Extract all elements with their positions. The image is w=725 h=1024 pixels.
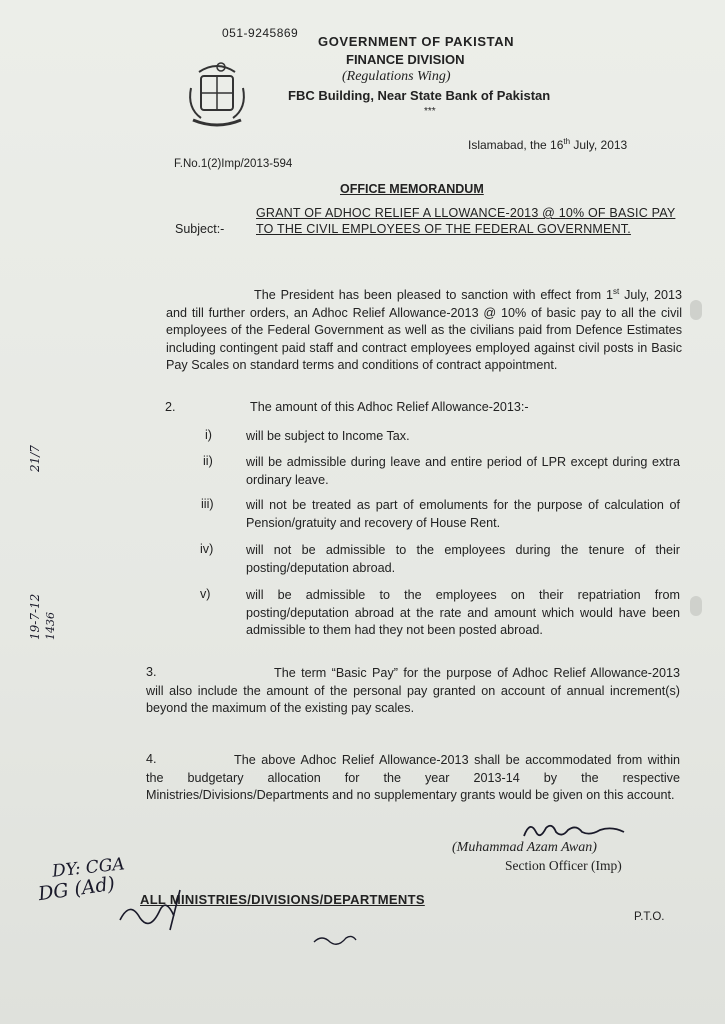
handwritten-note: DY: CGA bbox=[51, 854, 126, 882]
subject-label: Subject:- bbox=[175, 222, 225, 236]
signatory-name: (Muhammad Azam Awan) bbox=[452, 840, 597, 855]
page-turn-note: P.T.O. bbox=[634, 911, 665, 923]
addressee: ALL MINISTRIES/DIVISIONS/DEPARTMENTS bbox=[140, 892, 425, 907]
paragraph-4-number: 4. bbox=[146, 752, 157, 766]
paragraph-4: The above Adhoc Relief Allowance-2013 shall be accommodated from within the budgetary allocation for the year 2013-14 by the respective Ministries/Divisions/Departments and no supplementary grants would be given on this account. bbox=[146, 753, 680, 802]
paragraph-1: The President has been pleased to sanction with effect from 1st July, 2013 and till further orders, an Adhoc Relief Allowance-2013 @ 10% of basic pay to all the civil employees of the Federal Government as well as the civilians paid from Defence Estimates including contingent paid staff and contract employees employed against civil posts in Basic Pay Scales on standard terms and conditions of contract appointment. bbox=[166, 287, 682, 373]
item-number: ii) bbox=[203, 454, 213, 468]
item-number: v) bbox=[200, 587, 211, 601]
division-heading: FINANCE DIVISION bbox=[346, 52, 465, 67]
wing-heading: (Regulations Wing) bbox=[342, 69, 451, 84]
punch-hole bbox=[690, 596, 702, 616]
pen-scribble bbox=[310, 930, 360, 950]
address-line: FBC Building, Near State Bank of Pakistan bbox=[288, 88, 551, 103]
pen-scribble bbox=[100, 880, 220, 940]
list-item: will be admissible to the employees on their repatriation from posting/deputation abroad at the rate and amount which would have been admissible to them had they not been posted abroad. bbox=[246, 588, 680, 637]
list-item: will not be admissible to the employees during the tenure of their posting/deputation abroad. bbox=[246, 543, 680, 575]
separator-stars: *** bbox=[424, 106, 436, 117]
handwritten-note: DG (Ad) bbox=[36, 872, 117, 906]
date-line: Islamabad, the 16th July, 2013 bbox=[468, 137, 628, 152]
state-emblem-icon bbox=[183, 58, 251, 134]
subject-text: GRANT OF ADHOC RELIEF A LLOWANCE-2013 @ 10% OF BASIC PAY TO THE CIVIL EMPLOYEES OF THE FEDERAL GOVERNMENT. bbox=[256, 206, 676, 236]
item-number: iii) bbox=[201, 497, 214, 511]
memo-title: OFFICE MEMORANDUM bbox=[340, 182, 484, 196]
file-number: F.No.1(2)Imp/2013-594 bbox=[174, 158, 293, 170]
list-item: will be subject to Income Tax. bbox=[246, 429, 410, 443]
margin-note: 21/7 bbox=[28, 445, 42, 472]
phone-number: 051-9245869 bbox=[222, 26, 299, 40]
paragraph-3: The term “Basic Pay” for the purpose of Adhoc Relief Allowance-2013 will also include the amount of the personal pay granted on account of annual increment(s) beyond the maximum of the existing pay scales. bbox=[146, 666, 680, 715]
item-number: i) bbox=[205, 428, 212, 442]
paragraph-2-number: 2. bbox=[165, 400, 176, 414]
list-item: will be admissible during leave and entire period of LPR except during extra ordinary leave. bbox=[246, 455, 680, 487]
margin-number: 1436 bbox=[44, 612, 57, 640]
government-heading: GOVERNMENT OF PAKISTAN bbox=[318, 34, 515, 49]
signatory-designation: Section Officer (Imp) bbox=[505, 858, 622, 873]
margin-date: 19-7-12 bbox=[28, 593, 42, 640]
item-number: iv) bbox=[200, 542, 214, 556]
paragraph-2-intro: The amount of this Adhoc Relief Allowance-2013:- bbox=[250, 400, 529, 414]
list-item: will not be treated as part of emoluments for the purpose of calculation of Pension/gratuity and recovery of House Rent. bbox=[246, 498, 680, 530]
punch-hole bbox=[690, 300, 702, 320]
paragraph-3-number: 3. bbox=[146, 665, 157, 679]
